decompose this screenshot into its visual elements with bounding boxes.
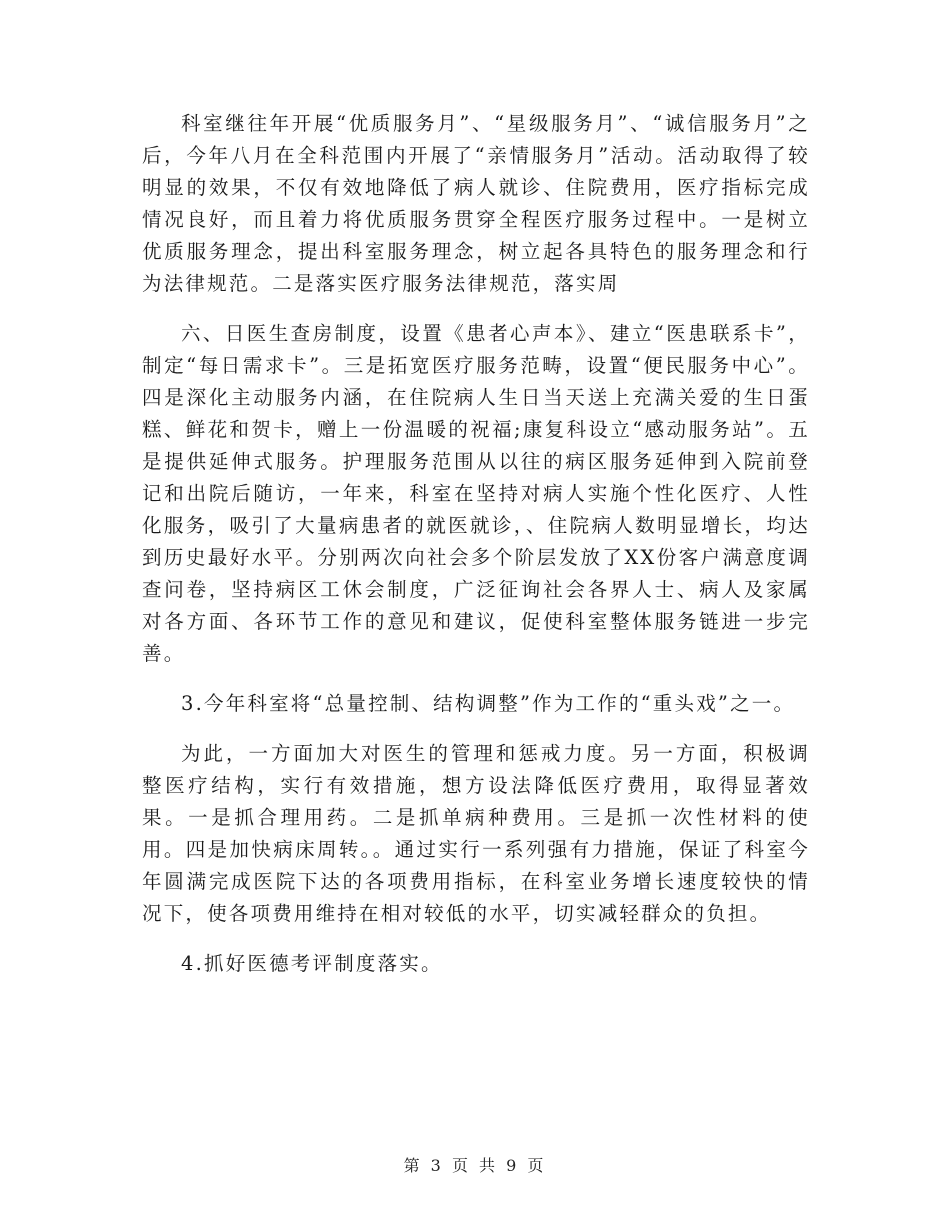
page-number-footer: 第 3 页 共 9 页: [403, 1156, 547, 1175]
paragraph-cost-control-measures: 为此，一方面加大对医生的管理和惩戒力度。另一方面，积极调整医疗结构，实行有效措施，想方设法降低医疗费用，取得显著效果。一是抓合理用药。二是抓单病种费用。三是抓一次性材料的使用。四是加快病床周转。。通过实行一系列强有力措施，保证了科室今年圆满完成医院下达的各项费用指标，在科室业务增长速度较快的情况下，使各项费用维持在相对较低的水平，切实减轻群众的负担。: [142, 742, 810, 925]
paragraph-ethics-evaluation: 4.抓好医德考评制度落实。: [181, 952, 443, 975]
document-page: [142, 108, 810, 980]
paragraph-cost-control-heading: 3.今年科室将“总量控制、结构调整”作为工作的“重头戏”之一。: [181, 692, 796, 715]
paragraph-quality-service-month: 科室继往年开展“优质服务月”、“星级服务月”、“诚信服务月”之后，今年八月在全科范围内开展了“亲情服务月”活动。活动取得了较明显的效果，不仅有效地降低了病人就诊、住院费用，医疗指标完成情况良好，而且着力将优质服务贯穿全程医疗服务过程中。一是树立优质服务理念，提出科室服务理念，树立起各具特色的服务理念和行为法律规范。二是落实医疗服务法律规范，落实周: [142, 112, 810, 295]
paragraph-ward-rounds: 六、日医生查房制度，设置《患者心声本》、建立“医患联系卡”，制定“每日需求卡”。三是拓宽医疗服务范畴，设置“便民服务中心”。四是深化主动服务内涵，在住院病人生日当天送上充满关爱的生日蛋糕、鲜花和贺卡，赠上一份温暖的祝福;康复科设立“感动服务站”。五是提供延伸式服务。护理服务范围从以往的病区服务延伸到入院前登记和出院后随访，一年来，科室在坚持对病人实施个性化医疗、人性化服务，吸引了大量病患者的就医就诊，、住院病人数明显增长，均达到历史最好水平。分别两次向社会多个阶层发放了XX份客户满意度调查问卷，坚持病区工休会制度，广泛征询社会各界人士、病人及家属对各方面、各环节工作的意见和建议，促使科室整体服务链进一步完善。: [142, 322, 810, 665]
